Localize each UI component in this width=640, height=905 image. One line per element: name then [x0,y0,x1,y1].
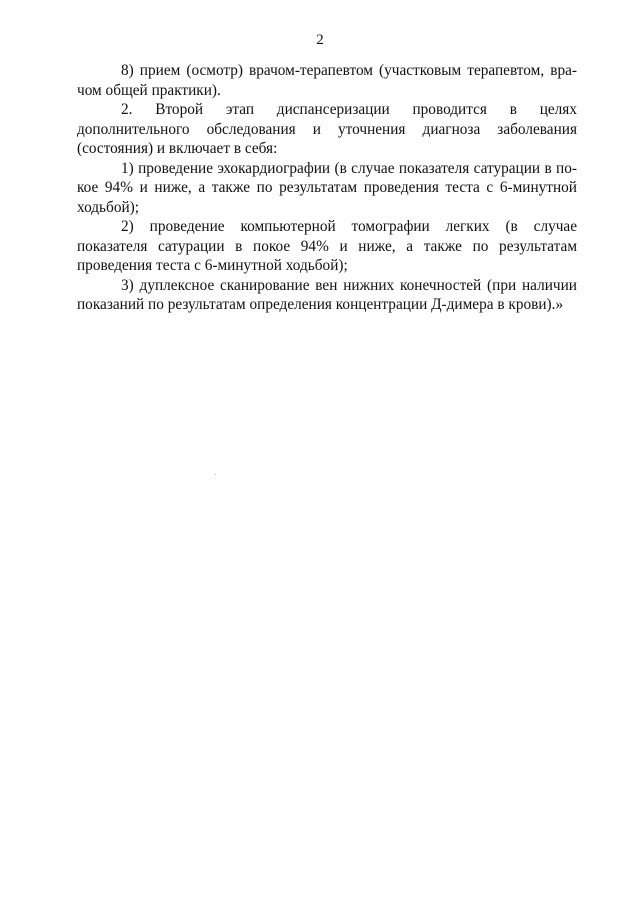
document-body [77,61,577,315]
paragraph-ct-lungs: 2) проведение компьютерной томографии легких (в случае показателя сатурации в покое 94% и ниже, а также по результатам проведения теста с 6-минутной ходьбой); [77,218,577,274]
paragraph-echocardiography: 1) проведение эхокардиографии (в случае показателя сатурации в покое 94% и ниже, а также по результатам проведения теста с 6-минутной ходьбой); [77,159,577,216]
scan-speck [215,474,216,475]
paragraph-duplex-scanning: 3) дуплексное сканирование вен нижних конечностей (при наличии показаний по результатам определения концентрации Д-димера в крови).» [77,276,577,313]
paragraph-second-stage: 2. Второй этап диспансеризации проводится в целях дополнительного обследования и уточнения диагноза заболевания (состояния) и включает в себя: [77,101,577,157]
paragraph-item-8: 8) прием (осмотр) врачом-терапевтом (участковым терапевтом, врачом общей практики). [77,62,577,99]
page-number: 2 [316,32,324,48]
